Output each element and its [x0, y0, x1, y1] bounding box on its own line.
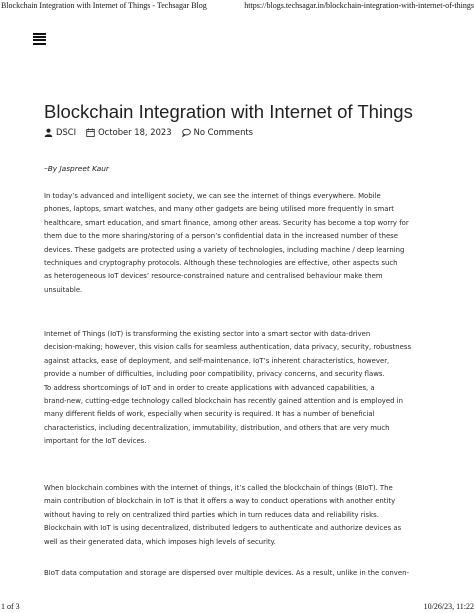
print-header: [0, 0, 474, 12]
print-page-title: Blockchain Integration with Internet of Things - Techsagar Blog: [1, 1, 207, 10]
print-url: https://blogs.techsagar.in/blockchain-integration-with-internet-of-things: [244, 1, 474, 10]
calendar-icon: [86, 128, 95, 137]
article-meta: [44, 127, 253, 137]
article-paragraph-1: In today’s advanced and intelligent society, we can see the internet of things everywhere. Mobile phones, laptops, smart watches, and many other gadgets are being utilised more frequently in smart healthcare, smart education, and smart finance, among other areas. Security has become a top worry for them due to the more sharing/storing of a person’s confidential data in the increased number of these devices. These gadgets are protected using a variety of technologies, including machine / deep learning techniques and cryptography protocols. Although these technologies are effective, other aspects such as heterogeneous IoT devices’ resource-constrained nature and centralised behaviour make them unsuitable.: [44, 192, 409, 294]
comment-icon: [182, 128, 191, 137]
article-paragraph-4: BIoT data computation and storage are dispersed over multiple devices. As a result, unlike in the conven-: [44, 569, 409, 577]
print-footer: [0, 601, 474, 613]
hamburger-menu-icon[interactable]: [33, 33, 46, 44]
article-title: Blockchain Integration with Internet of Things: [44, 101, 413, 122]
print-timestamp: 10/26/23, 11:22: [423, 602, 474, 611]
article-paragraph-2: Internet of Things (IoT) is transforming the existing sector into a smart sector with data-driven decision-making; however, this vision calls for seamless authentication, data privacy, security, robustness against attacks, ease of deployment, and self-maintenance. IoT’s inherent characteristics, however, provide a number of difficulties, including poor compatibility, privacy concerns, and security flaws. To address shortcomings of IoT and in order to create applications with advanced capabilities, a brand-new, cutting-edge technology called blockchain has recently gained attention and is employed in many different fields of work, especially when security is required. It has a number of beneficial characteristics, including decentralization, immutability, distribution, and others that are very much important for the IoT devices.: [44, 330, 412, 446]
author-link[interactable]: DSCI: [56, 127, 77, 137]
user-icon: [44, 128, 53, 137]
article-paragraph-3: When blockchain combines with the internet of things, it’s called the blockchain of things (BIoT). The main contribution of blockchain in IoT is that it offers a way to conduct operations with another entity without having to rely on centralized third parties which in turn reduces data and reliability risks. Blockchain with IoT is using decentralized, distributed ledgers to authenticate and authorize devices as well as their generated data, which imposes high levels of security.: [44, 484, 402, 546]
page-number: 1 of 3: [1, 602, 20, 611]
post-date: October 18, 2023: [98, 127, 172, 137]
byline: –By Jaspreet Kaur: [44, 164, 109, 173]
comments-link[interactable]: No Comments: [193, 127, 254, 137]
